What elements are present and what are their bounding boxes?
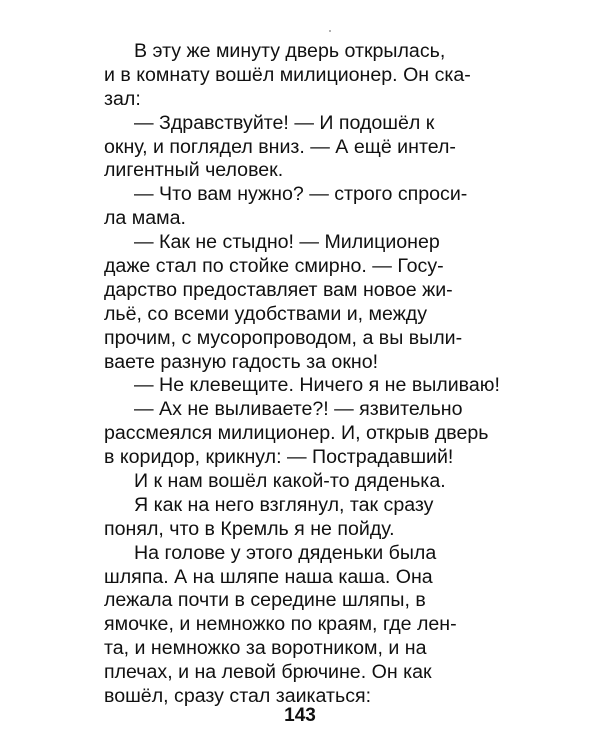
text-line: рассмеялся милиционер. И, открыв дверь (104, 422, 489, 445)
text-line: — Что вам нужно? — строго спроси- (134, 183, 468, 206)
text-line: Я как на него взглянул, так сразу (134, 493, 434, 516)
text-line: ла мама. (104, 207, 186, 230)
text-line: вошёл, сразу стал заикаться: (104, 685, 372, 708)
text-line: В эту же минуту дверь открылась, (134, 40, 446, 62)
text-line: И к нам вошёл какой-то дяденька. (134, 470, 446, 493)
text-line: та, и немножко за воротником, и на (104, 637, 427, 660)
text-line: лежала почти в середине шляпы, в (104, 589, 426, 612)
print-speck (329, 30, 331, 32)
paragraph (104, 398, 504, 470)
paragraph (104, 40, 504, 112)
paragraph (104, 374, 504, 398)
text-line: окну, и поглядел вниз. — А ещё интел- (104, 135, 456, 158)
text-line: шляпа. А на шляпе наша каша. Она (104, 565, 433, 588)
paragraph (104, 231, 504, 374)
paragraph (104, 183, 504, 231)
text-line: — Не клевещите. Ничего я не выливаю! (134, 374, 500, 397)
text-line: — Ах не выливаете?! — язвительно (134, 398, 463, 421)
text-line: льё, со всеми удобствами и, между (104, 302, 428, 325)
paragraph (104, 494, 504, 542)
paragraph (104, 112, 504, 184)
body-text (104, 40, 504, 709)
text-line: плечах, и на левой брючине. Он как (104, 661, 432, 684)
page-number: 143 (284, 705, 316, 726)
text-line: — Как не стыдно! — Милиционер (134, 231, 440, 254)
text-line: прочим, с мусоропроводом, а вы выли- (104, 326, 463, 349)
text-line: — Здравствуйте! — И подошёл к (134, 111, 435, 134)
paragraph (104, 470, 504, 494)
text-line: На голове у этого дяденьки была (134, 541, 437, 564)
text-line: в коридор, крикнул: — Пострадавший! (104, 446, 454, 469)
text-line: лигентный человек. (104, 159, 284, 182)
text-line: зал: (104, 87, 141, 110)
paragraph (104, 542, 504, 709)
text-line: ямочке, и немножко по краям, где лен- (104, 613, 457, 636)
text-line: даже стал по стойке смирно. — Госу- (104, 255, 444, 278)
text-line: дарство предоставляет вам новое жи- (104, 278, 453, 301)
text-line: ваете разную гадость за окно! (104, 350, 379, 373)
text-line: и в комнату вошёл милиционер. Он ска- (104, 63, 471, 86)
text-line: понял, что в Кремль я не пойду. (104, 517, 395, 540)
